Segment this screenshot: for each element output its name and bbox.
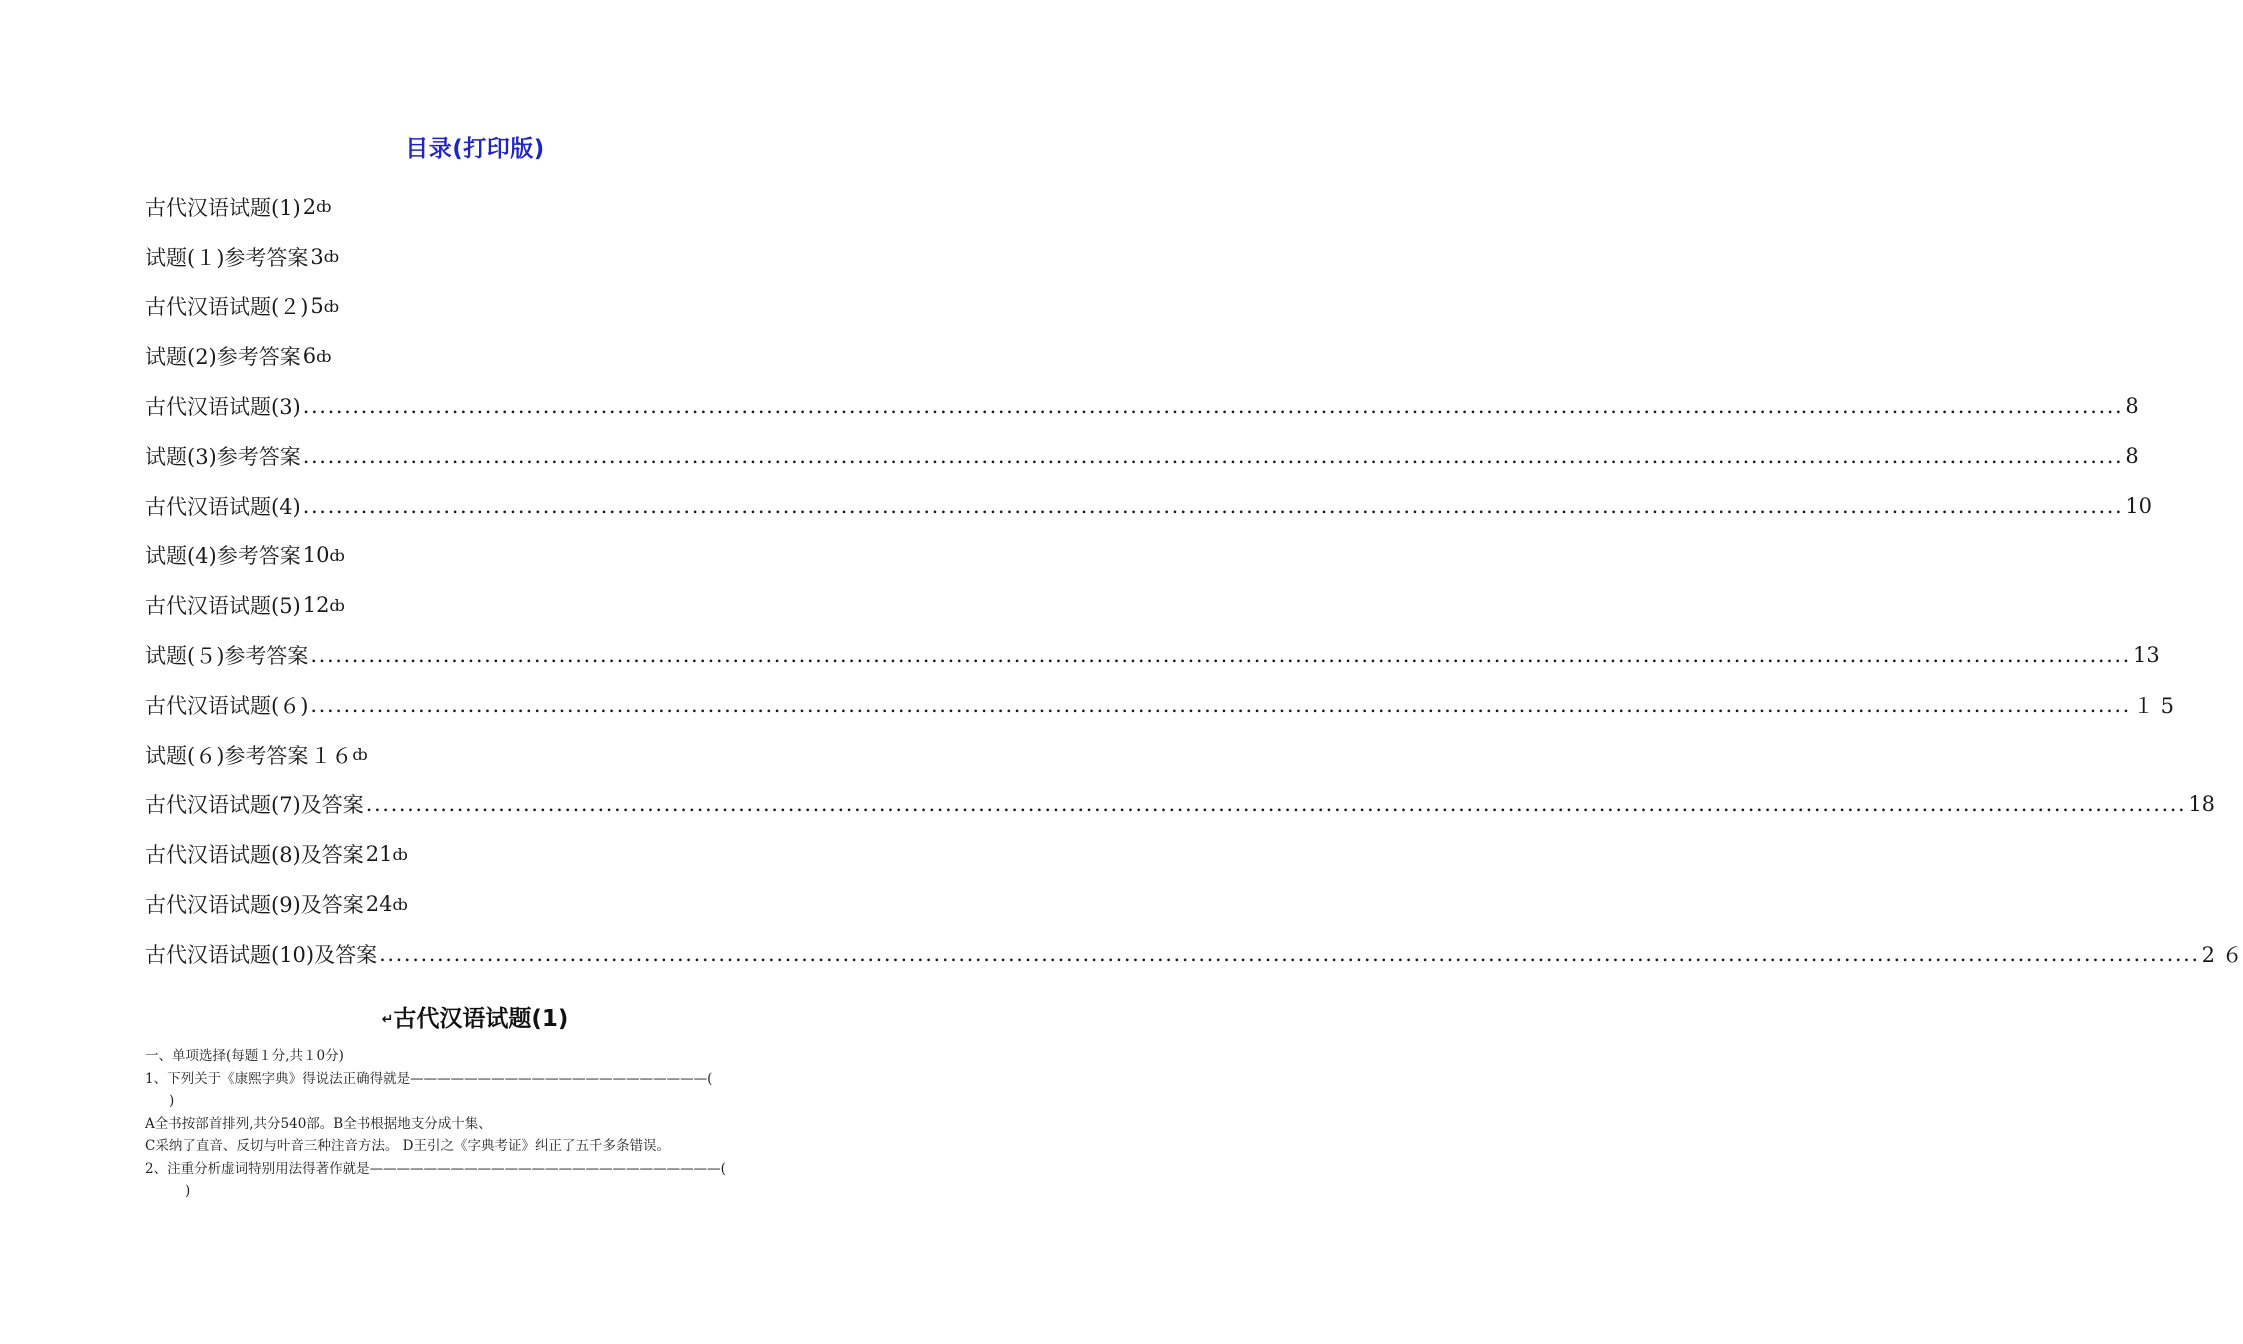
question-2-answer-paren: ): [185, 1183, 191, 1199]
toc-entry-label: 古代汉语试题(10)及答案: [145, 942, 378, 967]
toc-page-number: １ 5: [2132, 693, 2174, 718]
toc-dot-leader: ............................................................................................................................................................................................................................: [310, 692, 2131, 717]
toc-entry-label: 古代汉语试题(7)及答案: [145, 793, 364, 818]
toc-page-number: 8: [2125, 394, 2139, 419]
toc-entry-label: 古代汉语试题(２): [145, 295, 309, 320]
toc-page-number: 18: [2188, 792, 2216, 817]
toc-page-number: 10: [2125, 493, 2153, 518]
toc-entry[interactable]: [145, 630, 2160, 680]
toc-entry[interactable]: [145, 431, 2139, 481]
toc-dot-leader: ............................................................................................................................................................................................................................: [365, 792, 2187, 817]
toc-entry[interactable]: [145, 232, 807, 282]
toc-entry[interactable]: [145, 929, 2243, 979]
toc-page-number: 5: [310, 294, 324, 319]
section-title: [0, 1000, 950, 1033]
paragraph-mark-icon: ȸ: [323, 296, 340, 316]
toc-dot-leader: ............................................................................................................................................................................................................................: [302, 493, 2124, 518]
toc-entry[interactable]: [145, 182, 807, 232]
question-1-options-cd: C采纳了直音、反切与叶音三种注音方法。 D王引之《字典考证》纠正了五千多条错误。: [145, 1138, 670, 1154]
paragraph-mark-icon: ȸ: [392, 844, 408, 864]
toc-page-number: 8: [2125, 443, 2139, 468]
paragraph-mark-icon: ȸ: [323, 247, 340, 267]
toc-entry[interactable]: [145, 531, 807, 581]
question-1-text: 1、下列关于《康熙字典》得说法正确得就是——————————————————————(: [145, 1070, 713, 1087]
toc-page-number: 3: [310, 244, 324, 269]
toc-page-number: 24: [365, 892, 393, 917]
toc-entry-label: 试题(１)参考答案: [145, 245, 309, 270]
toc-entry-label: 试题(５)参考答案: [145, 644, 309, 669]
toc-entry[interactable]: [145, 331, 807, 381]
paragraph-mark-icon: ȸ: [329, 545, 345, 565]
paragraph-mark-icon: ȸ: [392, 894, 408, 914]
toc-entry-label: 试题(4)参考答案: [145, 544, 301, 569]
toc-list: [145, 182, 2243, 979]
toc-entry-label: 古代汉语试题(9)及答案: [145, 893, 364, 918]
toc-page-number: １６: [310, 743, 353, 768]
toc-entry-label: 古代汉语试题(8)及答案: [145, 843, 364, 868]
toc-dot-leader: ............................................................................................................................................................................................................................: [302, 394, 2124, 419]
toc-page-number: 13: [2132, 643, 2160, 668]
toc-entry[interactable]: [145, 829, 807, 879]
toc-dot-leader: ............................................................................................................................................................................................................................: [302, 443, 2124, 468]
quiz-section: [145, 1045, 815, 1203]
toc-entry-label: 试题(６)参考答案: [145, 743, 309, 768]
paragraph-mark-icon: ȸ: [316, 197, 332, 217]
paragraph-mark-icon: ȸ: [329, 595, 345, 615]
paragraph-mark-icon: ȸ: [316, 346, 332, 366]
toc-entry-label: 试题(3)参考答案: [145, 444, 301, 469]
question-1-answer-paren: ): [169, 1093, 175, 1109]
toc-page-number: 10: [302, 543, 330, 568]
question-2-text: 2、注重分析虚词特别用法得著作就是——————————————————————————(: [145, 1160, 726, 1177]
toc-entry[interactable]: [145, 580, 807, 630]
question-1-options-ab: A全书按部首排列,共分540部。B全书根据地支分成十集、: [145, 1115, 492, 1132]
toc-dot-leader: ............................................................................................................................................................................................................................: [310, 643, 2131, 668]
toc-entry-label: 古代汉语试题(5): [145, 594, 301, 619]
toc-entry-label: 古代汉语试题(4): [145, 494, 301, 519]
paragraph-mark-icon: ȸ: [352, 745, 368, 765]
toc-entry[interactable]: [145, 282, 807, 332]
part-heading: 一、单项选择(每题１分,共１0分): [145, 1048, 344, 1064]
toc-entry[interactable]: [145, 481, 2153, 531]
toc-title: 目录(打印版): [405, 136, 545, 162]
toc-entry[interactable]: [145, 730, 807, 780]
toc-page-number: 2: [302, 194, 317, 219]
toc-entry[interactable]: [145, 780, 2216, 830]
toc-entry-label: 古代汉语试题(1): [145, 195, 301, 220]
toc-page-number: 12: [302, 593, 330, 618]
section-title-text: 古代汉语试题(1): [393, 1006, 569, 1032]
toc-page-number: 2 ６: [2201, 942, 2243, 967]
toc-dot-leader: ............................................................................................................................................................................................................................: [379, 941, 2200, 966]
toc-page-number: 6: [302, 344, 317, 369]
toc-entry-label: 古代汉语试题(3): [145, 395, 301, 420]
paragraph-mark-icon: ↵: [381, 1011, 394, 1028]
toc-entry[interactable]: [145, 381, 2139, 431]
toc-entry-label: 试题(2)参考答案: [145, 345, 301, 370]
toc-entry-label: 古代汉语试题(６): [145, 693, 309, 718]
toc-entry[interactable]: [145, 879, 807, 929]
toc-entry[interactable]: [145, 680, 2174, 730]
toc-page-number: 21: [365, 842, 393, 867]
